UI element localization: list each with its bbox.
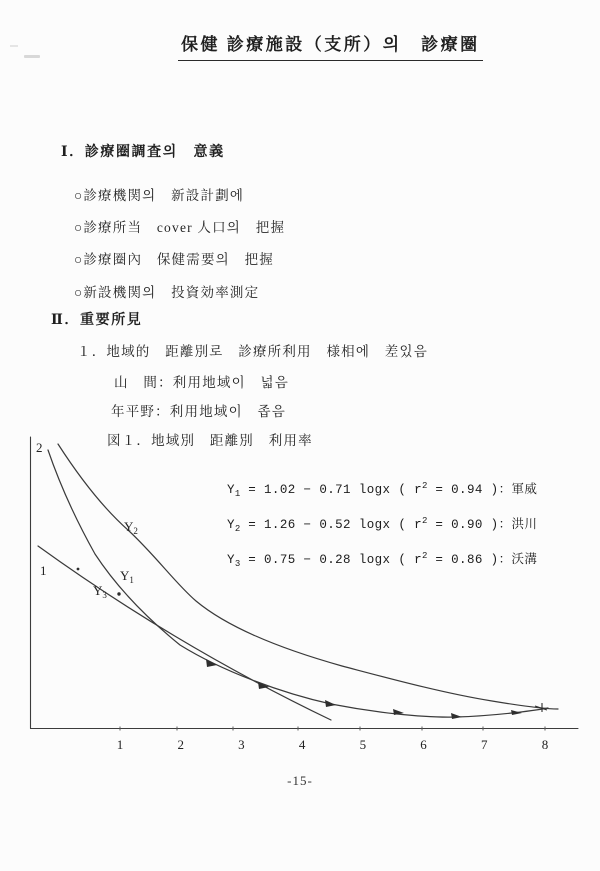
page-number: -15- (287, 773, 313, 788)
finding-1-plain: 年平野：利用地域이 좁음 (111, 404, 287, 419)
figure-caption: 図１．地域別 距離別 利用率 (107, 433, 313, 448)
equation-y3: $Y_3 = 0.75 - 0.28$ logx ( $r^2 = 0.86$ )：沃溝 (227, 551, 538, 569)
page-title: 保健 診療施設（支所）의 診療圈 (178, 30, 483, 61)
y-axis-label-2: 2 (36, 440, 43, 455)
finding-1-mountain: 山 間：利用地域이 넓음 (114, 375, 290, 390)
x-tick-label-6: 6 (420, 737, 427, 752)
x-tick-label-4: 4 (298, 737, 306, 752)
section-1-bullet-new-plan: ○診療機関의 新設計劃에 (74, 188, 245, 203)
y-axis-label-1: 1 (40, 563, 47, 578)
x-tick-label-7: 7 (481, 737, 488, 752)
x-tick-label-1: 1 (116, 737, 124, 752)
equation-y2: $Y_2 = 1.26 - 0.52$ logx ( $r^2 = 0.90$ )：洪川 (227, 516, 538, 534)
section-1-bullet-cover-population: ○診療所当 cover 人口의 把握 (74, 220, 286, 235)
x-tick-label-3: 3 (238, 737, 245, 752)
section-1-bullet-investment-efficiency: ○新設機関의 投資効率測定 (74, 285, 260, 300)
section-1-heading: Ⅰ．診療圈調査의 意義 (61, 145, 225, 160)
section-2-heading: Ⅱ．重要所見 (51, 313, 143, 328)
x-tick-label-2: 2 (177, 737, 184, 752)
finding-1-text: １．地域的 距離別로 診療所利用 様相에 差있음 (77, 344, 428, 359)
curve-label-y3: $Y_3$ (93, 583, 107, 600)
curve-label-y2: $Y_2$ (124, 519, 138, 536)
x-tick-label-8: 8 (541, 737, 549, 752)
section-1-bullet-health-demand: ○診療圈內 保健需要의 把握 (74, 252, 274, 267)
equation-y1: $Y_1 = 1.02 - 0.71$ logx ( $r^2 = 0.94$ )：軍威 (227, 481, 538, 499)
curve-label-y1: $Y_1$ (120, 568, 134, 585)
regression-equations (227, 479, 537, 584)
x-tick-label-5: 5 (359, 737, 367, 752)
